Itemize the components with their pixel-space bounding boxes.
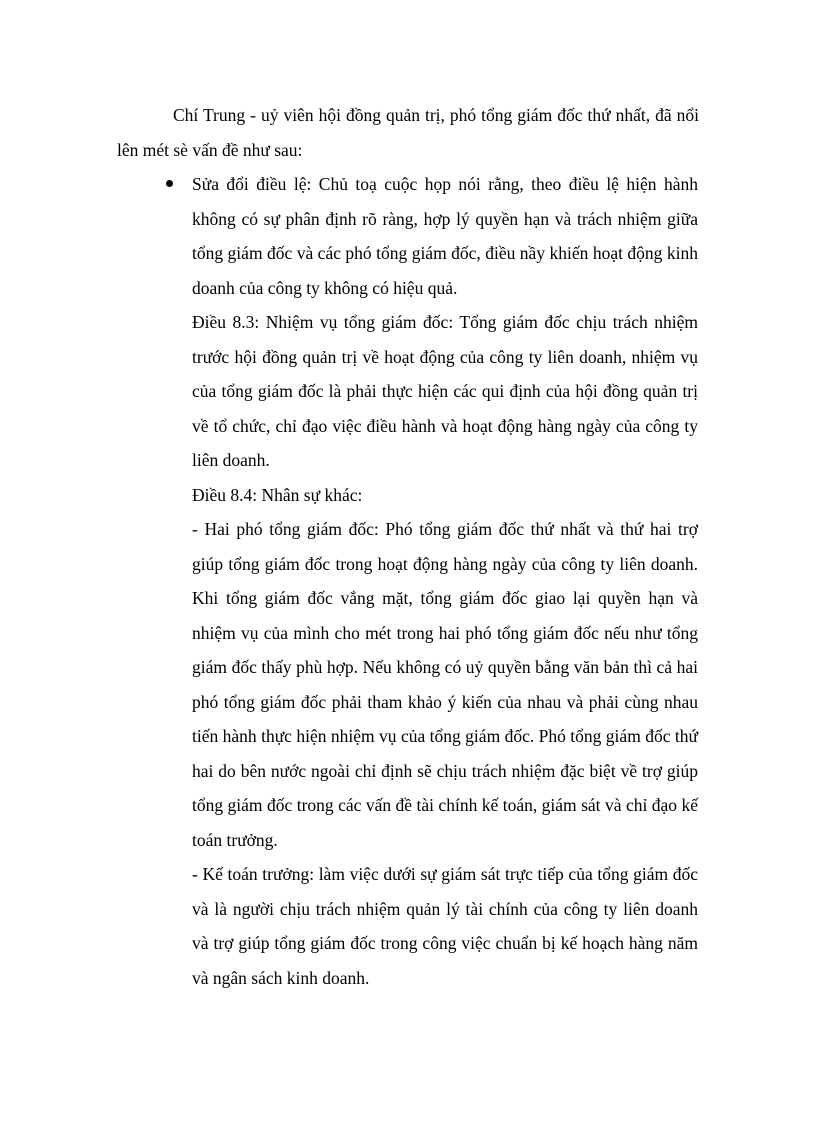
chief-accountant-paragraph: - Kế toán trưởng: làm việc dưới sự giám sát trực tiếp của tổng giám đốc và là người chịu trách nhiệm quản lý tài chính của công ty liên doanh và trợ giúp tổng giám đốc trong công việc chuẩn bị kế hoạch hàng năm và ngân sách kinh doanh.	[192, 864, 698, 988]
bullet-icon	[166, 180, 173, 187]
article-8-3-paragraph: Điều 8.3: Nhiệm vụ tổng giám đốc: Tổng giám đốc chịu trách nhiệm trước hội đồng quản trị về hoạt động của công ty liên doanh, nhiệm vụ của tổng giám đốc là phải thực hiện các qui định của hội đồng quản trị về tổ chức, chỉ đạo việc điều hành và hoạt động hàng ngày của công ty liên doanh.	[192, 312, 698, 470]
bullet-list-item	[192, 167, 698, 995]
intro-paragraph: Chí Trung - uỷ viên hội đồng quản trị, phó tổng giám đốc thứ nhất, đã nổi lên mét sè vấn đề như sau:	[117, 105, 699, 160]
deputy-directors-paragraph: - Hai phó tổng giám đốc: Phó tổng giám đốc thứ nhất và thứ hai trợ giúp tổng giám đốc trong hoạt động hàng ngày của công ty liên doanh. Khi tổng giám đốc vắng mặt, tổng giám đốc giao lại quyền hạn và nhiệm vụ của mình cho mét trong hai phó tổng giám đốc nếu như tổng giám đốc thấy phù hợp. Nếu không có uỷ quyền bằng văn bản thì cả hai phó tổng giám đốc phải tham khảo ý kiến của nhau và phải cùng nhau tiến hành thực hiện nhiệm vụ của tổng giám đốc. Phó tổng giám đốc thứ hai do bên nước ngoài chỉ định sẽ chịu trách nhiệm đặc biệt về trợ giúp tổng giám đốc trong các vấn đề tài chính kế toán, giám sát và chỉ đạo kế toán trưởng.	[192, 519, 698, 850]
bullet-paragraph: Sửa đổi điều lệ: Chủ toạ cuộc họp nói rằng, theo điều lệ hiện hành không có sự phân định rõ ràng, hợp lý quyền hạn và trách nhiệm giữa tổng giám đốc và các phó tổng giám đốc, điều nầy khiến hoạt động kinh doanh của công ty không có hiệu quả.	[192, 174, 698, 298]
article-8-4-heading: Điều 8.4: Nhân sự khác:	[192, 484, 363, 505]
